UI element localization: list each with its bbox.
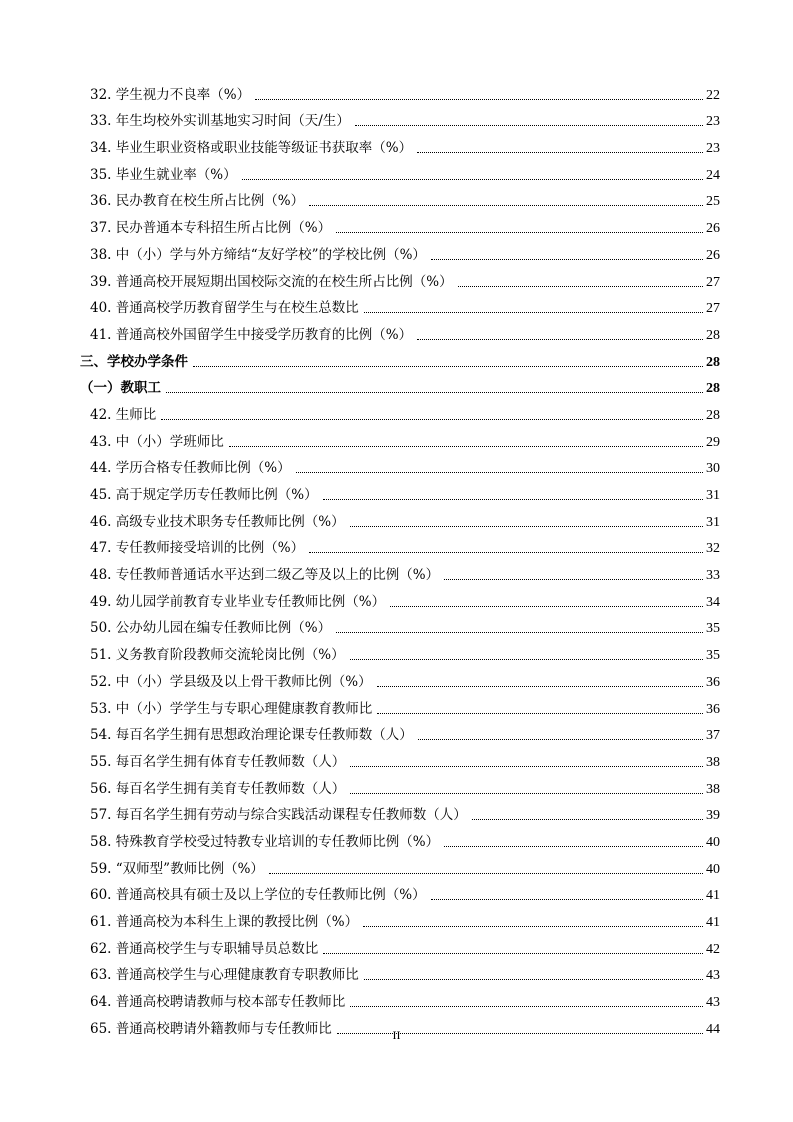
toc-entry-title [90, 994, 347, 1011]
toc-entry-page-number: 28 [706, 354, 720, 370]
toc-entry-text: 普通高校聘请教师与校本部专任教师比 [115, 994, 346, 1011]
toc-entry[interactable] [80, 210, 720, 237]
toc-entry-number: 37. [90, 220, 112, 237]
toc-entry-text: 每百名学生拥有美育专任教师数（人） [115, 780, 346, 797]
toc-entry-page-number: 40 [706, 861, 720, 877]
toc-entry-page-number: 42 [706, 941, 720, 957]
toc-entry-text: （一）教职工 [80, 380, 161, 397]
toc-entry-page-number: 36 [706, 701, 720, 717]
toc-entry-title [90, 594, 387, 611]
dot-leader [193, 366, 703, 367]
toc-entry-title [90, 167, 239, 184]
toc-subsection-heading[interactable] [80, 371, 720, 398]
toc-entry-number: 40. [90, 300, 112, 317]
toc-entry[interactable] [80, 771, 720, 798]
dot-leader [350, 1006, 703, 1007]
dot-leader [377, 713, 703, 714]
toc-entry-text: 中（小）学县级及以上骨干教师比例（%） [115, 673, 372, 690]
toc-entry-title [90, 807, 469, 824]
toc-entry-number: 41. [90, 326, 112, 343]
toc-entry-title [90, 781, 347, 798]
toc-entry-number: 65. [90, 1020, 112, 1037]
toc-entry-number: 58. [90, 833, 112, 850]
toc-entry-text: 毕业生就业率（%） [115, 166, 237, 183]
toc-entry-number: 62. [90, 940, 112, 957]
toc-entry-text: 民办教育在校生所占比例（%） [115, 193, 305, 210]
dot-leader [417, 152, 703, 153]
dot-leader [390, 606, 703, 607]
dot-leader [336, 232, 703, 233]
toc-entry-text: 中（小）学与外方缔结“友好学校”的学校比例（%） [115, 246, 426, 263]
toc-entry-text: 中（小）学班师比 [115, 433, 224, 450]
toc-entry-page-number: 26 [706, 247, 720, 263]
toc-entry-title [90, 247, 428, 264]
toc-entry-page-number: 27 [706, 301, 720, 317]
toc-entry[interactable] [80, 264, 720, 291]
toc-entry-title [90, 514, 347, 531]
toc-entry-number: 51. [90, 647, 112, 664]
toc-entry[interactable] [80, 931, 720, 958]
toc-entry-page-number: 44 [706, 1021, 720, 1037]
toc-entry[interactable] [80, 958, 720, 985]
toc-entry-text: 每百名学生拥有劳动与综合实践活动课程专任教师数（人） [115, 807, 467, 824]
toc-entry[interactable] [80, 691, 720, 718]
toc-entry-number: 63. [90, 967, 112, 984]
toc-entry-page-number: 31 [706, 488, 720, 503]
toc-entry-title [90, 540, 306, 557]
toc-entry-title [90, 887, 428, 904]
dot-leader [309, 552, 703, 553]
toc-entry-number: 47. [90, 540, 112, 557]
toc-entry-title [90, 941, 320, 958]
dot-leader [444, 846, 703, 847]
toc-entry-number: 39. [90, 273, 112, 290]
toc-entry-text: 每百名学生拥有思想政治理论课专任教师数（人） [115, 727, 413, 744]
toc-entry-page-number: 28 [706, 381, 720, 397]
toc-entry-text: 高级专业技术职务专任教师比例（%） [115, 513, 345, 530]
dot-leader [431, 259, 703, 260]
toc-entry-text: 学生视力不良率（%） [115, 86, 251, 103]
toc-entry-title [90, 193, 306, 210]
toc-entry-text: 中（小）学学生与专职心理健康教育教师比 [115, 700, 373, 717]
toc-entry-text: 年生均校外实训基地实习时间（天/生） [115, 113, 350, 130]
toc-entry-number: 55. [90, 753, 112, 770]
dot-leader [323, 499, 703, 500]
dot-leader [255, 99, 703, 100]
toc-entry[interactable] [80, 291, 720, 318]
dot-leader [458, 286, 703, 287]
toc-entry-text: 普通高校为本科生上课的教授比例（%） [115, 914, 359, 930]
toc-entry-text: 每百名学生拥有体育专任教师数（人） [115, 753, 346, 770]
toc-entry-text: 民办普通本专科招生所占比例（%） [115, 220, 332, 237]
toc-entry-page-number: 37 [706, 728, 720, 744]
toc-entry-number: 60. [90, 887, 112, 904]
toc-entry-title [90, 487, 320, 504]
toc-entry-title [90, 967, 361, 984]
toc-entry-title [90, 674, 374, 691]
toc-entry-text: 三、学校办学条件 [80, 353, 188, 370]
toc-entry-text: 毕业生职业资格或职业技能等级证书获取率（%） [115, 140, 413, 157]
toc-entry-title [90, 914, 360, 931]
toc-entry-title [90, 567, 441, 584]
toc-entry-title [90, 274, 455, 291]
toc-entry-number: 56. [90, 780, 112, 797]
toc-entry-number: 59. [90, 860, 112, 877]
toc-entry-page-number: 24 [706, 167, 720, 183]
dot-leader [323, 953, 703, 954]
toc-entry[interactable] [80, 798, 720, 825]
toc-entry-text: 普通高校开展短期出国校际交流的在校生所占比例（%） [115, 273, 453, 290]
toc-entry-number: 35. [90, 166, 112, 183]
toc-entry-page-number: 43 [706, 995, 720, 1011]
dot-leader [350, 526, 703, 527]
toc-entry[interactable] [80, 718, 720, 745]
toc-entry-page-number: 29 [706, 434, 720, 450]
dot-leader [350, 793, 703, 794]
toc-entry-number: 48. [90, 567, 112, 584]
toc-entry[interactable] [80, 451, 720, 478]
toc-entry-number: 44. [90, 460, 112, 477]
toc-entry-number: 33. [90, 113, 112, 130]
toc-entry[interactable] [80, 664, 720, 691]
dot-leader [363, 926, 703, 927]
toc-entry[interactable] [80, 904, 720, 931]
dot-leader [431, 899, 703, 900]
toc-entry-page-number: 23 [706, 141, 720, 157]
toc-entry-page-number: 28 [706, 407, 720, 423]
page-number-footer: II [392, 1028, 401, 1042]
toc-entry[interactable] [80, 317, 720, 344]
dot-leader [364, 979, 703, 980]
toc-entry[interactable] [80, 584, 720, 611]
toc-entry-number: 42. [90, 406, 112, 423]
toc-entry-number: 46. [90, 513, 112, 530]
toc-entry-number: 45. [90, 487, 112, 503]
toc-entry[interactable] [80, 851, 720, 878]
toc-entry-title [90, 434, 226, 451]
toc-entry-number: 32. [90, 86, 112, 103]
toc-entry-number: 50. [90, 620, 112, 637]
toc-entry-page-number: 34 [706, 594, 720, 610]
toc-entry-number: 57. [90, 807, 112, 824]
toc-entry-page-number: 31 [706, 514, 720, 530]
toc-entry-text: 专任教师普通话水平达到二级乙等及以上的比例（%） [115, 567, 440, 584]
toc-entry[interactable] [80, 477, 720, 504]
toc-entry-page-number: 41 [706, 888, 720, 904]
toc-entry-text: 生师比 [115, 406, 157, 423]
toc-entry-number: 49. [90, 593, 112, 610]
dot-leader [336, 632, 703, 633]
toc-entry-number: 34. [90, 140, 112, 157]
toc-entry-number: 61. [90, 914, 112, 930]
toc-entry-title [90, 300, 361, 317]
toc-entry-number: 38. [90, 246, 112, 263]
toc-entry-page-number: 38 [706, 754, 720, 770]
toc-entry-title [90, 87, 252, 104]
toc-entry-page-number: 36 [706, 674, 720, 690]
toc-entry-title [90, 220, 333, 237]
toc-entry[interactable] [80, 104, 720, 131]
toc-entry-page-number: 35 [706, 621, 720, 637]
toc-entry[interactable] [80, 744, 720, 771]
toc-entry-page-number: 33 [706, 568, 720, 584]
toc-entry-page-number: 40 [706, 834, 720, 850]
dot-leader [417, 339, 703, 340]
toc-entry-title [90, 140, 414, 157]
toc-entry-text: 高于规定学历专任教师比例（%） [115, 487, 318, 503]
dot-leader [161, 419, 703, 420]
dot-leader [377, 686, 703, 687]
toc-entry-text: 普通高校学生与专职辅导员总数比 [115, 940, 319, 957]
toc-entry[interactable] [80, 397, 720, 424]
toc-entry-text: 幼儿园学前教育专业毕业专任教师比例（%） [115, 593, 386, 610]
toc-entry[interactable] [80, 424, 720, 451]
toc-entry-text: 专任教师接受培训的比例（%） [115, 540, 305, 557]
toc-entry-title [80, 354, 190, 371]
toc-entry[interactable] [80, 878, 720, 905]
toc-entry-text: 普通高校聘请外籍教师与专任教师比 [115, 1020, 332, 1037]
toc-entry-page-number: 39 [706, 808, 720, 824]
toc-entry[interactable] [80, 504, 720, 531]
toc-entry-number: 64. [90, 994, 112, 1011]
toc-entry-page-number: 43 [706, 968, 720, 984]
toc-entry-title [90, 407, 158, 424]
toc-entry[interactable] [80, 77, 720, 104]
toc-entry[interactable] [80, 157, 720, 184]
dot-leader [444, 579, 703, 580]
toc-entry-text: 公办幼儿园在编专任教师比例（%） [115, 620, 332, 637]
toc-entry-number: 43. [90, 433, 112, 450]
dot-leader [350, 659, 703, 660]
toc-entry-title [90, 701, 374, 718]
dot-leader [296, 472, 703, 473]
toc-entry-number: 52. [90, 673, 112, 690]
toc-entry-page-number: 38 [706, 781, 720, 797]
toc-entry[interactable] [80, 557, 720, 584]
toc-entry-number: 36. [90, 193, 112, 210]
dot-leader [355, 125, 703, 126]
dot-leader [166, 392, 703, 393]
toc-entry[interactable] [80, 611, 720, 638]
toc-entry-title [90, 834, 441, 851]
toc-entry-title [90, 620, 333, 637]
dot-leader [269, 873, 703, 874]
toc-entry-page-number: 32 [706, 541, 720, 557]
toc-entry-number: 54. [90, 727, 112, 744]
toc-entry[interactable] [80, 130, 720, 157]
toc-entry[interactable] [80, 637, 720, 664]
toc-entry-page-number: 26 [706, 221, 720, 237]
toc-entry-text: “双师型”教师比例（%） [115, 860, 264, 877]
dot-leader [418, 739, 703, 740]
dot-leader [472, 819, 703, 820]
toc-entry-title [90, 727, 415, 744]
toc-entry-text: 普通高校具有硕士及以上学位的专任教师比例（%） [115, 887, 426, 904]
toc-entry[interactable] [80, 237, 720, 264]
toc-entry[interactable] [80, 984, 720, 1011]
toc-entry-page-number: 41 [706, 915, 720, 930]
dot-leader [364, 312, 703, 313]
toc-entry-text: 义务教育阶段教师交流轮岗比例（%） [115, 647, 345, 664]
toc-entry-title [90, 861, 266, 878]
toc-entry-title [90, 754, 347, 771]
dot-leader [242, 179, 703, 180]
toc-entry-page-number: 23 [706, 114, 720, 130]
toc-entry[interactable] [80, 824, 720, 851]
toc-entry-page-number: 22 [706, 87, 720, 103]
toc-entry-text: 普通高校学历教育留学生与在校生总数比 [115, 300, 359, 317]
toc-entry-page-number: 27 [706, 274, 720, 290]
table-of-contents [80, 77, 720, 1038]
toc-entry-title [80, 380, 163, 397]
toc-section-heading[interactable] [80, 344, 720, 371]
toc-entry-page-number: 25 [706, 194, 720, 210]
toc-entry-text: 学历合格专任教师比例（%） [115, 460, 291, 477]
toc-entry[interactable] [80, 531, 720, 558]
toc-entry[interactable] [80, 184, 720, 211]
toc-entry-title [90, 647, 347, 664]
toc-entry-text: 特殊教育学校受过特教专业培训的专任教师比例（%） [115, 833, 440, 850]
dot-leader [229, 446, 703, 447]
toc-entry-text: 普通高校学生与心理健康教育专职教师比 [115, 967, 359, 984]
toc-entry-text: 普通高校外国留学生中接受学历教育的比例（%） [115, 326, 413, 343]
toc-entry-page-number: 28 [706, 327, 720, 343]
toc-entry-title [90, 113, 352, 130]
toc-entry-title [90, 327, 414, 344]
toc-entry-page-number: 35 [706, 648, 720, 664]
dot-leader [350, 766, 703, 767]
toc-entry-number: 53. [90, 700, 112, 717]
toc-entry-page-number: 30 [706, 461, 720, 477]
dot-leader [309, 205, 703, 206]
toc-entry-title [90, 460, 293, 477]
